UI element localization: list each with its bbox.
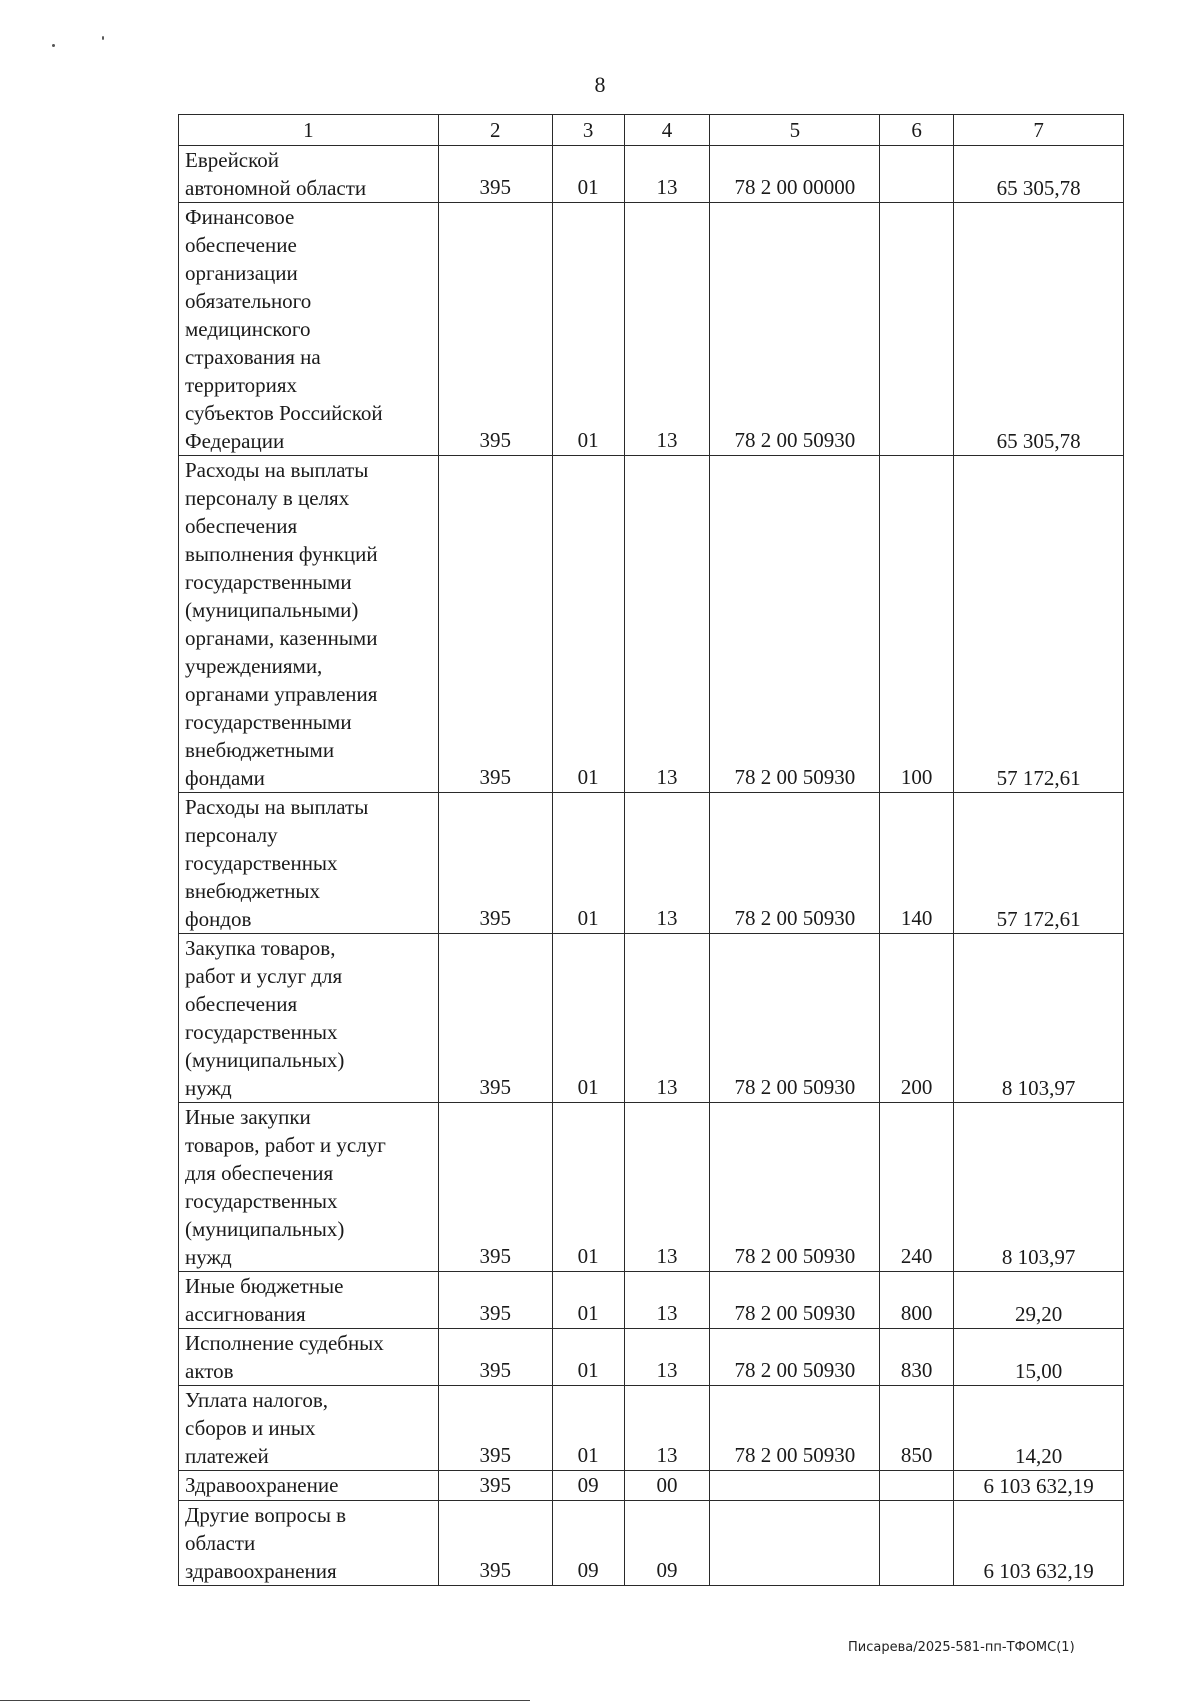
table-row <box>179 1386 1124 1471</box>
row-pr: 13 <box>624 146 710 203</box>
row-gr: 395 <box>438 1272 552 1329</box>
table-row <box>179 203 1124 456</box>
row-rz: 09 <box>552 1501 624 1586</box>
document-footer-id: Писарева/2025-581-пп-ТФОМС(1) <box>848 1640 1075 1655</box>
row-sum: 65 305,78 <box>954 146 1124 203</box>
header-cell-4: 4 <box>624 115 710 146</box>
row-name: Финансовое обеспечение организации обязательного медицинского страхования на территориях субъектов Российской Федерации <box>179 203 439 456</box>
row-pr: 13 <box>624 1386 710 1471</box>
scan-edge-line <box>0 1700 530 1701</box>
row-csr: 78 2 00 50930 <box>710 934 880 1103</box>
row-sum: 15,00 <box>954 1329 1124 1386</box>
row-rz: 09 <box>552 1471 624 1501</box>
table-row <box>179 934 1124 1103</box>
row-rz: 01 <box>552 456 624 793</box>
row-gr: 395 <box>438 1386 552 1471</box>
row-pr: 13 <box>624 793 710 934</box>
row-rz: 01 <box>552 1386 624 1471</box>
table-header <box>179 115 1124 146</box>
header-cell-2: 2 <box>438 115 552 146</box>
row-rz: 01 <box>552 203 624 456</box>
row-csr: 78 2 00 50930 <box>710 1386 880 1471</box>
row-vr: 100 <box>880 456 954 793</box>
table-row <box>179 1471 1124 1501</box>
row-csr: 78 2 00 50930 <box>710 1329 880 1386</box>
row-pr: 00 <box>624 1471 710 1501</box>
row-sum: 6 103 632,19 <box>954 1501 1124 1586</box>
row-csr <box>710 1471 880 1501</box>
row-gr: 395 <box>438 146 552 203</box>
row-sum: 57 172,61 <box>954 793 1124 934</box>
row-vr: 240 <box>880 1103 954 1272</box>
table-row <box>179 1329 1124 1386</box>
row-name: Уплата налогов, сборов и иных платежей <box>179 1386 439 1471</box>
row-sum: 29,20 <box>954 1272 1124 1329</box>
row-gr: 395 <box>438 456 552 793</box>
row-gr: 395 <box>438 934 552 1103</box>
table-row <box>179 1272 1124 1329</box>
row-csr: 78 2 00 50930 <box>710 203 880 456</box>
row-vr: 200 <box>880 934 954 1103</box>
row-name: Здравоохранение <box>179 1471 439 1501</box>
row-name: Другие вопросы в области здравоохранения <box>179 1501 439 1586</box>
page-number: 8 <box>594 72 606 97</box>
row-pr: 13 <box>624 1272 710 1329</box>
row-name: Расходы на выплаты персоналу в целях обеспечения выполнения функций государственными (муниципальными) органами, казенными учреждениями, органами управления государственными внебюджетными фондами <box>179 456 439 793</box>
row-sum: 6 103 632,19 <box>954 1471 1124 1501</box>
row-sum: 8 103,97 <box>954 934 1124 1103</box>
row-csr: 78 2 00 50930 <box>710 1272 880 1329</box>
row-gr: 395 <box>438 1471 552 1501</box>
row-gr: 395 <box>438 793 552 934</box>
row-pr: 13 <box>624 1329 710 1386</box>
table-body <box>179 146 1124 1586</box>
row-rz: 01 <box>552 934 624 1103</box>
row-gr: 395 <box>438 1103 552 1272</box>
row-rz: 01 <box>552 146 624 203</box>
header-cell-6: 6 <box>880 115 954 146</box>
header-cell-5: 5 <box>710 115 880 146</box>
row-rz: 01 <box>552 1103 624 1272</box>
row-sum: 57 172,61 <box>954 456 1124 793</box>
row-vr <box>880 1501 954 1586</box>
row-csr <box>710 1501 880 1586</box>
scan-speck <box>102 36 104 40</box>
row-name: Иные закупки товаров, работ и услуг для обеспечения государственных (муниципальных) нужд <box>179 1103 439 1272</box>
row-pr: 13 <box>624 456 710 793</box>
header-cell-3: 3 <box>552 115 624 146</box>
row-vr <box>880 146 954 203</box>
row-sum: 14,20 <box>954 1386 1124 1471</box>
row-name: Исполнение судебных актов <box>179 1329 439 1386</box>
row-vr: 140 <box>880 793 954 934</box>
header-cell-1: 1 <box>179 115 439 146</box>
table-row <box>179 793 1124 934</box>
row-vr: 830 <box>880 1329 954 1386</box>
row-rz: 01 <box>552 1272 624 1329</box>
row-rz: 01 <box>552 1329 624 1386</box>
row-vr <box>880 1471 954 1501</box>
budget-table <box>178 114 1124 1586</box>
row-gr: 395 <box>438 1501 552 1586</box>
row-csr: 78 2 00 50930 <box>710 793 880 934</box>
row-gr: 395 <box>438 203 552 456</box>
row-name: Еврейской автономной области <box>179 146 439 203</box>
row-name: Иные бюджетные ассигнования <box>179 1272 439 1329</box>
row-pr: 13 <box>624 934 710 1103</box>
header-cell-7: 7 <box>954 115 1124 146</box>
row-name: Расходы на выплаты персоналу государственных внебюджетных фондов <box>179 793 439 934</box>
table-row <box>179 456 1124 793</box>
row-csr: 78 2 00 00000 <box>710 146 880 203</box>
row-pr: 13 <box>624 203 710 456</box>
header-row <box>179 115 1124 146</box>
row-name: Закупка товаров, работ и услуг для обеспечения государственных (муниципальных) нужд <box>179 934 439 1103</box>
row-vr <box>880 203 954 456</box>
row-pr: 09 <box>624 1501 710 1586</box>
row-vr: 800 <box>880 1272 954 1329</box>
scan-speck <box>52 44 55 47</box>
row-sum: 65 305,78 <box>954 203 1124 456</box>
row-csr: 78 2 00 50930 <box>710 1103 880 1272</box>
row-pr: 13 <box>624 1103 710 1272</box>
table-row <box>179 1103 1124 1272</box>
row-gr: 395 <box>438 1329 552 1386</box>
row-vr: 850 <box>880 1386 954 1471</box>
row-sum: 8 103,97 <box>954 1103 1124 1272</box>
table-row <box>179 146 1124 203</box>
row-rz: 01 <box>552 793 624 934</box>
row-csr: 78 2 00 50930 <box>710 456 880 793</box>
table-row <box>179 1501 1124 1586</box>
